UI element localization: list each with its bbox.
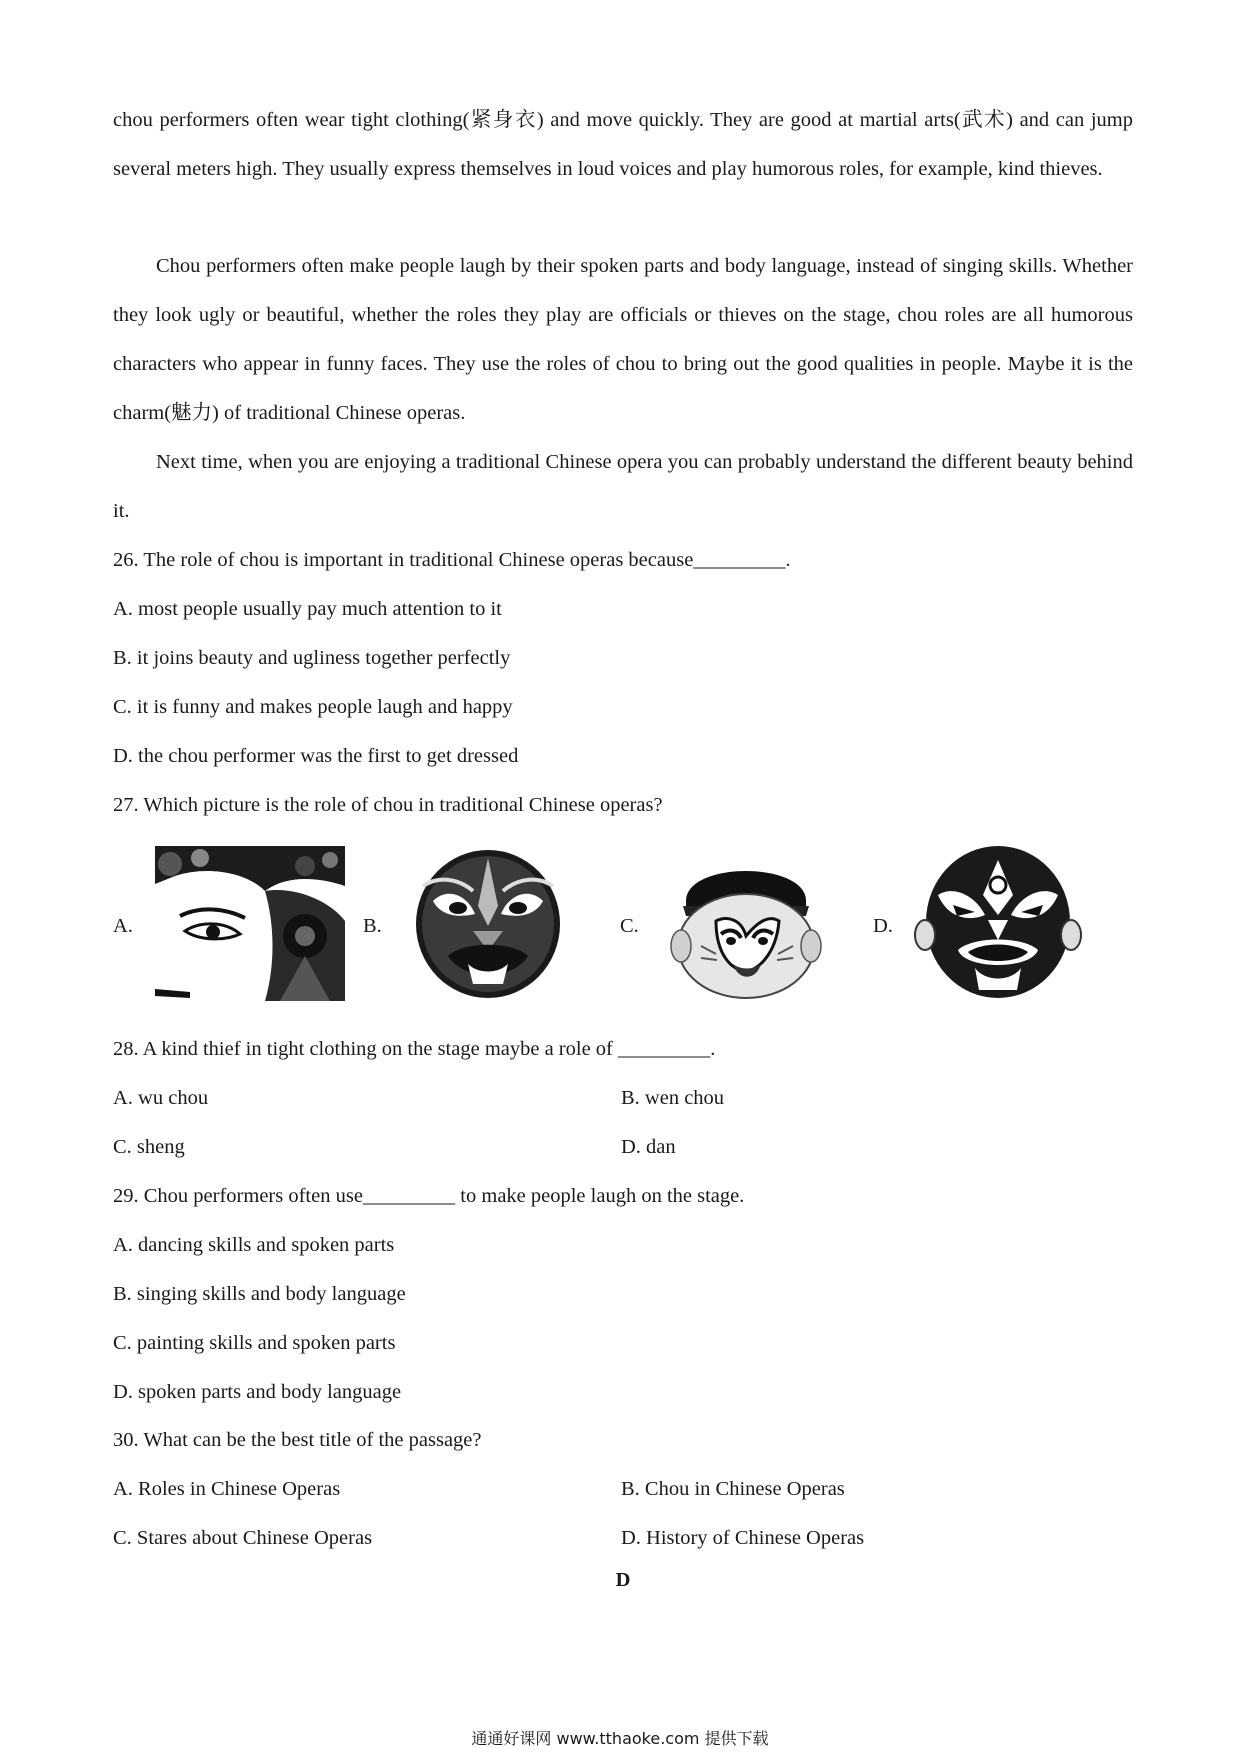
question-26-stem: 26. The role of chou is important in traditional Chinese operas because_________.	[113, 549, 791, 571]
question-28-option-c: C. sheng	[113, 1136, 185, 1158]
question-26-option-d: D. the chou performer was the first to get dressed	[113, 745, 519, 767]
question-30-stem: 30. What can be the best title of the passage?	[113, 1429, 482, 1451]
question-28-option-b: B. wen chou	[621, 1087, 725, 1109]
question-29-option-d: D. spoken parts and body language	[113, 1381, 402, 1403]
painted-mask-icon	[913, 840, 1083, 1006]
question-27-option-d-label: D.	[873, 915, 893, 937]
question-29-option-a: A. dancing skills and spoken parts	[113, 1234, 395, 1256]
question-30-option-a: A. Roles in Chinese Operas	[113, 1478, 341, 1500]
question-28-stem: 28. A kind thief in tight clothing on the stage maybe a role of _________.	[113, 1038, 716, 1060]
chou-mask-icon	[661, 846, 831, 1007]
section-heading-d: D	[615, 1569, 631, 1591]
passage-paragraph-3: Next time, when you are enjoying a traditional Chinese opera you can probably understand the different beauty behind it.	[113, 451, 1133, 522]
question-27-option-a-label: A.	[113, 915, 133, 937]
question-29-option-b: B. singing skills and body language	[113, 1283, 406, 1305]
page-footer: 通通好课网 www.tthaoke.com 提供下载	[471, 1729, 769, 1748]
question-29-stem: 29. Chou performers often use_________ to make people laugh on the stage.	[113, 1185, 745, 1207]
question-27-option-b-label: B.	[363, 915, 382, 937]
question-30-option-c: C. Stares about Chinese Operas	[113, 1527, 373, 1549]
question-27-stem: 27. Which picture is the role of chou in traditional Chinese operas?	[113, 794, 663, 816]
question-27-option-c-label: C.	[620, 915, 639, 937]
dan-face-icon	[155, 846, 345, 1007]
question-30-option-b: B. Chou in Chinese Operas	[621, 1478, 845, 1500]
question-26-option-a: A. most people usually pay much attention to it	[113, 598, 502, 620]
passage-paragraph-1: chou performers often wear tight clothing(紧身衣) and move quickly. They are good at martial arts(武术) and can jump several meters high. They usually express themselves in loud voices and play humorous roles, for example, kind thieves.	[113, 109, 1133, 180]
question-26-option-c: C. it is funny and makes people laugh and happy	[113, 696, 513, 718]
question-29-option-c: C. painting skills and spoken parts	[113, 1332, 396, 1354]
jing-mask-icon	[403, 846, 573, 1007]
passage-paragraph-2: Chou performers often make people laugh by their spoken parts and body language, instead of singing skills. Whether they look ugly or beautiful, whether the roles they play are officials or thieves on the stage, chou roles are all humorous characters who appear in funny faces. They use the roles of chou to bring out the good qualities in people. Maybe it is the charm(魅力) of traditional Chinese operas.	[113, 255, 1133, 424]
question-30-option-d: D. History of Chinese Operas	[621, 1527, 865, 1549]
question-28-option-d: D. dan	[621, 1136, 676, 1158]
question-28-option-a: A. wu chou	[113, 1087, 209, 1109]
question-26-option-b: B. it joins beauty and ugliness together perfectly	[113, 647, 511, 669]
